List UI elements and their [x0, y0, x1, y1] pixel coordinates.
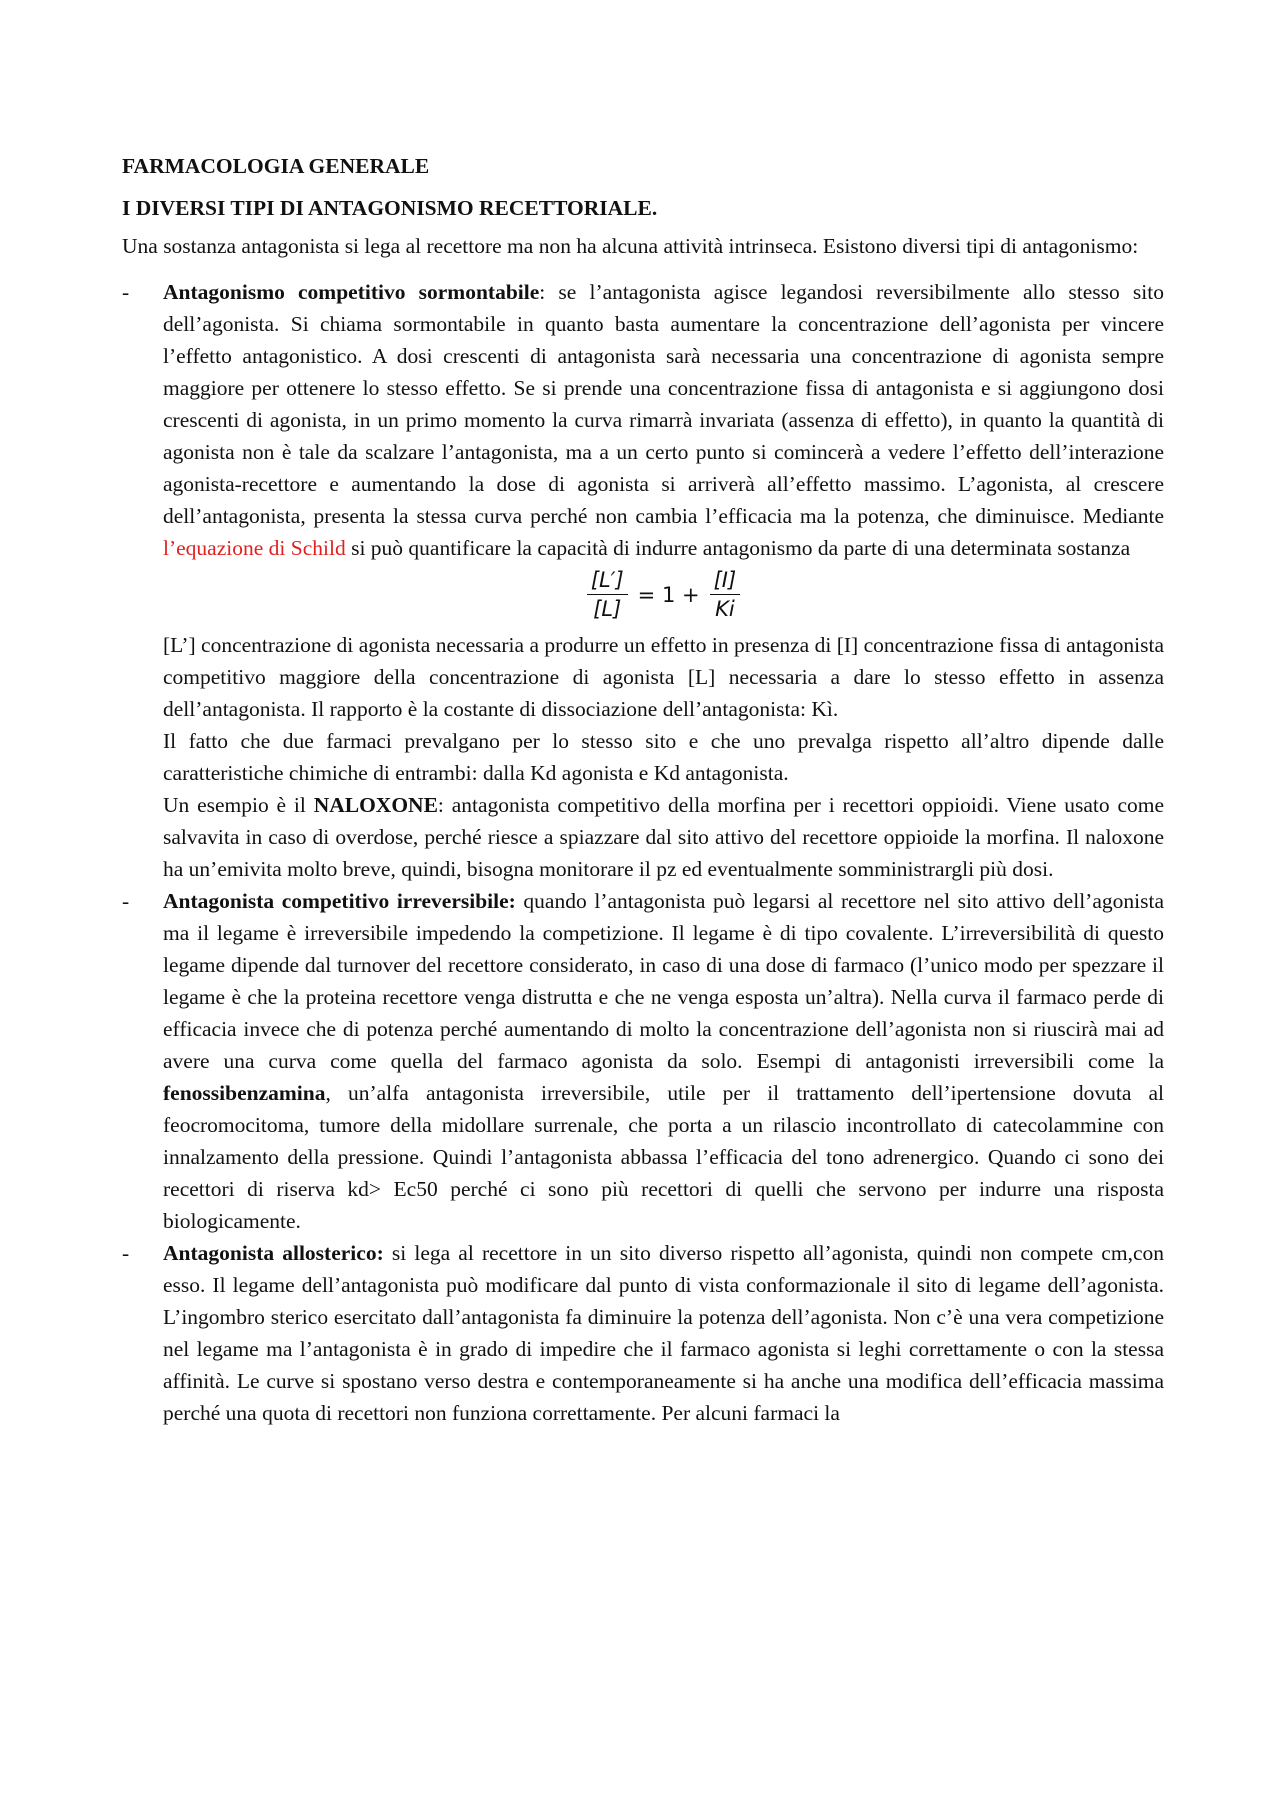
schild-equation-link[interactable]: l’equazione di Schild — [163, 536, 346, 560]
fraction-right — [710, 566, 741, 623]
document-title: FARMACOLOGIA GENERALE — [122, 154, 430, 178]
text-naloxone-a: Un esempio è il — [163, 793, 314, 817]
text-irreversible-a: quando l’antagonista può legarsi al recettore nel sito attivo dell’agonista ma il legame è irreversibile impedendo la competizione. Il legame è di tipo covalente. L’irreversibilità di questo legame dipende dal turnover del recettore considerato, in caso di una dose di farmaco (l’unico modo per spezzare il legame è che la proteina recettore venga distrutta e che ne venga esposta un’altra). Nella curva il farmaco perde di efficacia invece che di potenza perché aumentando di molto la concentrazione dell’agonista non si riuscirà mai ad avere una curva come quella del farmaco agonista da solo. Esempi di antagonisti irreversibili come la — [163, 889, 1164, 1073]
paragraph-irreversible — [163, 885, 1164, 1237]
bullet-dash: - — [122, 1241, 130, 1265]
bullet-dash: - — [122, 889, 130, 913]
denominator-right: Ki — [715, 597, 735, 621]
list-item-allosteric — [122, 1237, 1164, 1429]
numerator-right: [I] — [710, 566, 741, 595]
text-naloxone-b: : antagonista competitivo della morfina per i recettori oppioidi. Viene usato come salvavita in caso di overdose, perché riesce a spiazzare dal sito attivo del recettore oppioide la morfina. Il naloxone ha un’emivita molto breve, quindi, bisogna monitorare il pz ed eventualmente somministrargli più dosi. — [163, 793, 1165, 881]
paragraph-kd: Il fatto che due farmaci prevalgano per lo stesso sito e che uno prevalga rispetto all’altro dipende dalle caratteristiche chimiche di entrambi: dalla Kd agonista e Kd antagonista. — [163, 729, 1164, 785]
document-page — [122, 150, 1164, 1429]
paragraph-schild-explanation: [L’] concentrazione di agonista necessaria a produrre un effetto in presenza di [I] concentrazione fissa di antagonista competitivo maggiore della concentrazione di agonista [L] necessaria a dare lo stesso effetto in assenza dell’antagonista. Il rapporto è la costante di dissociazione dell’antagonista: Kì. — [163, 633, 1164, 721]
term-naloxone: NALOXONE — [313, 793, 438, 817]
schild-equation — [163, 566, 1164, 623]
list-item-competitive-surmountable — [122, 276, 1164, 885]
list-item-competitive-irreversible — [122, 885, 1164, 1237]
equals-one-plus: = 1 + — [637, 582, 700, 607]
section-heading: I DIVERSI TIPI DI ANTAGONISMO RECETTORIALE. — [122, 196, 658, 220]
term-allosteric: Antagonista allosterico: — [163, 1241, 384, 1265]
numerator-left: [L′] — [587, 566, 628, 595]
intro-paragraph: Una sostanza antagonista si lega al recettore ma non ha alcuna attività intrinseca. Esistono diversi tipi di antagonismo: — [122, 234, 1139, 258]
paragraph-naloxone — [163, 789, 1164, 885]
text-allosteric: si lega al recettore in un sito diverso rispetto all’agonista, quindi non compete cm,con esso. Il legame dell’antagonista può modificare dal punto di vista conformazionale il sito di legame dell’agonista. L’ingombro sterico esercitato dall’antagonista fa diminuire la potenza dell’agonista. Non c’è una vera competizione nel legame ma l’antagonista è in grado di impedire che il farmaco agonista si leghi correttamente o con la stessa affinità. Le curve si spostano verso destra e contemporaneamente si ha anche una modifica dell’efficacia massima perché una quota di recettori non funziona correttamente. Per alcuni farmaci la — [163, 1241, 1164, 1425]
text-surmountable-b: si può quantificare la capacità di indurre antagonismo da parte di una determinata sostanza — [345, 536, 1131, 560]
term-surmountable: Antagonismo competitivo sormontabile — [163, 280, 540, 304]
text-irreversible-b: , un’alfa antagonista irreversibile, utile per il trattamento dell’ipertensione dovuta al feocromocitoma, tumore della midollare surrenale, che porta a un rilascio incontrollato di catecolammine con innalzamento della pressione. Quindi l’antagonista abbassa l’efficacia del tono adrenergico. Quando ci sono dei recettori di riserva kd> Ec50 perché ci sono più recettori di quelli che servono per indurre una risposta biologicamente. — [163, 1081, 1164, 1233]
term-fenossibenzamina: fenossibenzamina — [163, 1081, 326, 1105]
fraction-left — [587, 566, 628, 623]
text-surmountable-a: : se l’antagonista agisce legandosi reversibilmente allo stesso sito dell’agonista. Si chiama sormontabile in quanto basta aumentare la concentrazione dell’agonista per vincere l’effetto antagonistico. A dosi crescenti di antagonista sarà necessaria una concentrazione di agonista sempre maggiore per ottenere lo stesso effetto. Se si prende una concentrazione fissa di antagonista e si aggiungono dosi crescenti di agonista, in un primo momento la curva rimarrà invariata (assenza di effetto), in quanto la quantità di agonista non è tale da scalzare l’antagonista, ma a un certo punto si comincerà a vedere l’effetto dell’interazione agonista-recettore e aumentando la dose di agonista si arriverà all’effetto massimo. L’agonista, al crescere dell’antagonista, presenta la stessa curva perché non cambia l’efficacia ma la potenza, che diminuisce. Mediante — [163, 280, 1164, 528]
denominator-left: [L] — [593, 597, 622, 621]
paragraph-surmountable — [163, 276, 1164, 564]
term-irreversible: Antagonista competitivo irreversibile: — [163, 889, 516, 913]
paragraph-allosteric — [163, 1237, 1164, 1429]
bullet-dash: - — [122, 280, 130, 304]
